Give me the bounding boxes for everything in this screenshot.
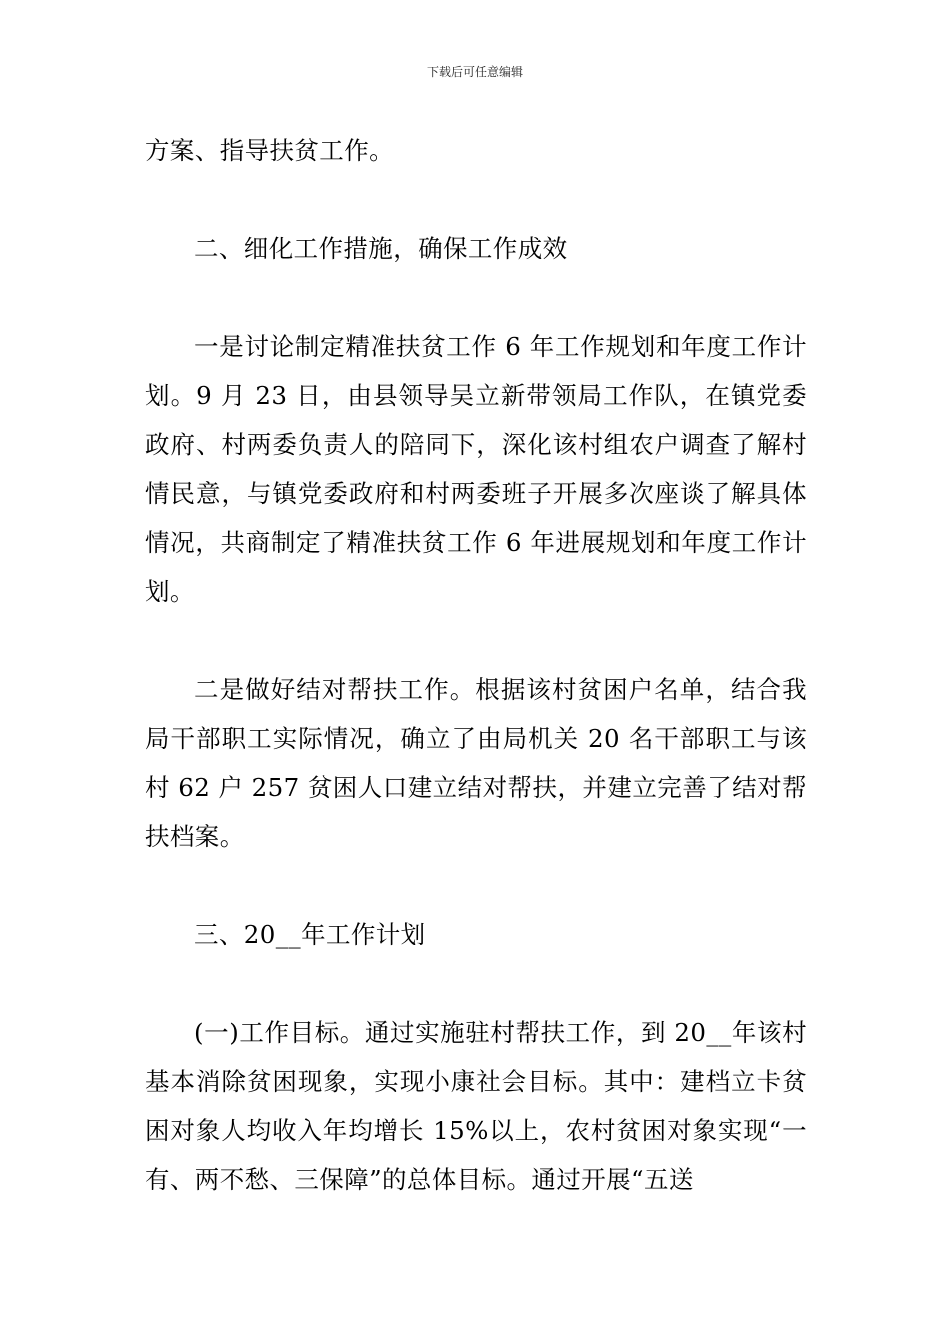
paragraph-work-goals: (一)工作目标。通过实施驻村帮扶工作，到 20__年该村基本消除贫困现象，实现小康社会目标。其中：建档立卡贫困对象人均收入年均增长 15%以上，农村贫困对象实现“一有、两不愁、三保障”的总体目标。通过开展“五送 — [145, 1018, 807, 1194]
section-heading-2: 二、细化工作措施，确保工作成效 — [194, 234, 568, 263]
paragraph-planning: 一是讨论制定精准扶贫工作 6 年工作规划和年度工作计划。9 月 23 日，由县领导吴立新带领局工作队，在镇党委政府、村两委负责人的陪同下，深化该村组农户调查了解村情民意，与镇党委政府和村两委班子开展多次座谈了解具体情况，共商制定了精准扶贫工作 6 年进展规划和年度工作计划。 — [145, 332, 807, 606]
paragraph-continuation: 方案、指导扶贫工作。 — [145, 136, 394, 165]
paragraph-pairing-assistance: 二是做好结对帮扶工作。根据该村贫困户名单，结合我局干部职工实际情况，确立了由局机关 20 名干部职工与该村 62 户 257 贫困人口建立结对帮扶，并建立完善了结对帮扶档案。 — [145, 675, 807, 851]
document-body — [145, 126, 807, 1204]
section-heading-3: 三、20__年工作计划 — [194, 920, 426, 949]
page-header: 下载后可任意编辑 — [426, 65, 523, 79]
